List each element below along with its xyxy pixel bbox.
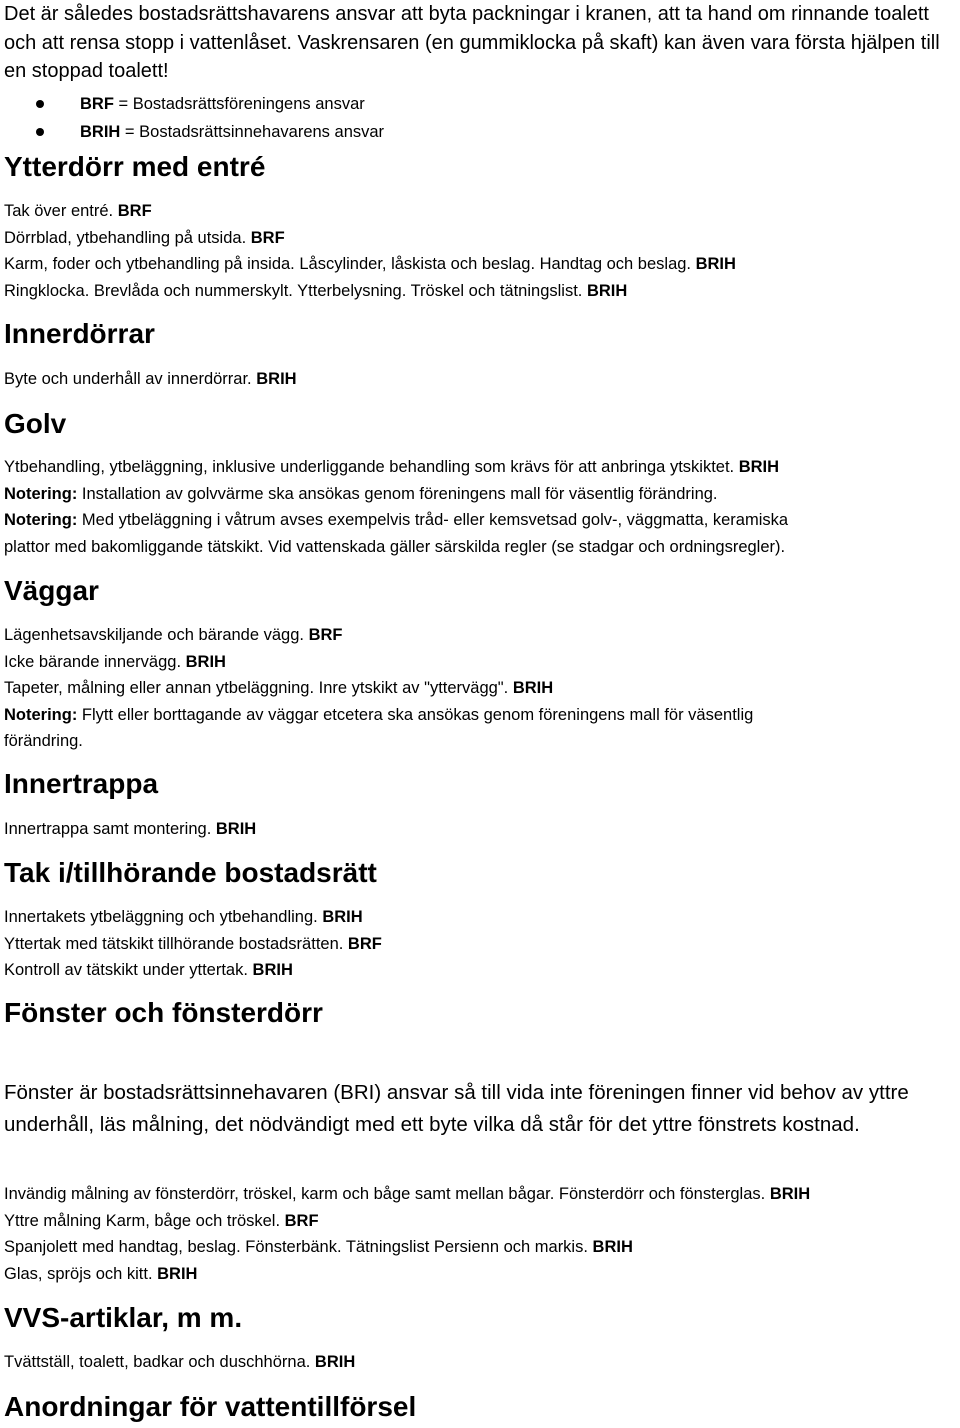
responsibility-tag: BRIH (738, 458, 780, 476)
document-page (4, 0, 958, 1422)
section-heading: Ytterdörr med entré (4, 151, 266, 182)
text-line: Tvättställ, toalett, badkar och duschhörna. BRIH (4, 1353, 356, 1371)
legend-list (4, 90, 384, 146)
vvs-lines (4, 1349, 355, 1376)
text-line: Ytbehandling, ytbeläggning, inklusive underliggande behandling som krävs för att anbringa ytskiktet. BRIH (4, 458, 780, 476)
fonster-lines (4, 1181, 810, 1287)
text-line: Invändig målning av fönsterdörr, tröskel, karm och båge samt mellan bågar. Fönsterdörr och fönsterglas. BRIH (4, 1185, 811, 1203)
note-label: Notering: (4, 484, 78, 503)
section-heading: Väggar (4, 575, 99, 606)
responsibility-tag: BRIH (695, 255, 736, 273)
responsibility-tag: BRIH (157, 1264, 198, 1283)
responsibility-tag: BRIH (185, 652, 226, 671)
bullet-icon (36, 100, 44, 108)
note-line: Notering: Flytt eller borttagande av väggar etcetera ska ansökas genom föreningens mall för väsentlig (4, 705, 754, 724)
legend-item-brih (4, 118, 384, 146)
responsibility-tag: BRIH (215, 820, 257, 838)
text-line: Icke bärande innervägg. BRIH (4, 652, 226, 671)
section-fonster (4, 996, 323, 1030)
innerdorrar-lines (4, 366, 297, 393)
section-golv (4, 407, 66, 441)
innertrappa-lines (4, 816, 256, 843)
legend-tag: BRF (80, 95, 114, 113)
legend-text: = Bostadsrättsföreningens ansvar (113, 95, 365, 113)
responsibility-tag: BRF (347, 934, 382, 953)
responsibility-tag: BRIH (322, 908, 363, 926)
vaggar-lines (4, 622, 753, 755)
responsibility-tag: BRIH (592, 1238, 633, 1256)
section-heading: Innertrappa (4, 768, 159, 799)
legend-text: = Bostadsrättsinnehavarens ansvar (120, 123, 385, 141)
responsibility-tag: BRF (117, 202, 152, 220)
text-line: Innertakets ytbeläggning och ytbehandling. BRIH (4, 908, 363, 926)
note-label: Notering: (4, 705, 78, 724)
section-innerdorrar (4, 317, 155, 351)
legend-item-brf (4, 90, 384, 118)
section-ytterdorr (4, 150, 265, 184)
text-line: Kontroll av tätskikt under yttertak. BRIH (4, 961, 293, 979)
tak-lines (4, 904, 382, 984)
text-line: Ringklocka. Brevlåda och nummerskylt. Ytterbelysning. Tröskel och tätningslist. BRIH (4, 281, 628, 300)
text-line: Spanjolett med handtag, beslag. Fönsterbänk. Tätningslist Persienn och markis. BRIH (4, 1238, 633, 1256)
section-innertrappa (4, 767, 158, 801)
fonster-paragraph (4, 1077, 954, 1141)
note-label: Notering: (4, 511, 78, 529)
responsibility-tag: BRF (308, 626, 343, 644)
text-line: Yttre målning Karm, båge och tröskel. BRF (4, 1211, 319, 1230)
text-line: Karm, foder och ytbehandling på insida. Låscylinder, låskista och beslag. Handtag och beslag. BRIH (4, 255, 736, 273)
responsibility-tag: BRIH (512, 679, 554, 697)
note-line: Notering: Installation av golvvärme ska ansökas genom föreningens mall för väsentlig förändring. (4, 484, 718, 503)
text-line: Dörrblad, ytbehandling på utsida. BRF (4, 228, 285, 247)
intro-paragraph: Det är således bostadsrättshavarens ansvar att byta packningar i kranen, att ta hand om rinnande toalett och att rensa stopp i vattenlåset. Vaskrensaren (en gummiklocka på skaft) kan även vara första hjälpen till en stoppad toalett! (4, 3, 940, 82)
section-vvs (4, 1301, 242, 1335)
responsibility-tag: BRIH (769, 1185, 811, 1203)
note-line: Notering: Med ytbeläggning i våtrum avses exempelvis tråd- eller kemsvetsad golv-, väggmatta, keramiska (4, 511, 789, 529)
text-line: Tapeter, målning eller annan ytbeläggning. Inre ytskikt av "yttervägg". BRIH (4, 679, 554, 697)
golv-lines (4, 454, 788, 560)
text-line: plattor med bakomliggande tätskikt. Vid vattenskada gäller särskilda regler (se stadgar och ordningsregler). (4, 537, 786, 556)
text-line: Lägenhetsavskiljande och bärande vägg. BRF (4, 626, 343, 644)
responsibility-tag: BRIH (256, 370, 297, 388)
responsibility-tag: BRIH (586, 281, 628, 300)
section-heading: Anordningar för vattentillförsel (4, 1391, 417, 1422)
bullet-icon (36, 128, 44, 136)
responsibility-tag: BRIH (252, 961, 293, 979)
responsibility-tag: BRF (284, 1211, 319, 1230)
text-line: Byte och underhåll av innerdörrar. BRIH (4, 370, 297, 388)
section-vatten (4, 1390, 416, 1424)
text-line: Yttertak med tätskikt tillhörande bostadsrätten. BRF (4, 934, 382, 953)
section-heading: Golv (4, 408, 67, 439)
responsibility-tag: BRF (250, 228, 285, 247)
text-line: förändring. (4, 732, 83, 750)
text-line: Tak över entré. BRF (4, 202, 152, 220)
text-line: Glas, spröjs och kitt. BRIH (4, 1264, 198, 1283)
text-line: Innertrappa samt montering. BRIH (4, 820, 257, 838)
legend-tag: BRIH (80, 123, 121, 141)
ytterdorr-lines (4, 198, 736, 304)
section-vaggar (4, 574, 99, 608)
section-heading: Innerdörrar (4, 318, 155, 349)
body-paragraph: Fönster är bostadsrättsinnehavaren (BRI) ansvar så till vida inte föreningen finner vid behov av yttre underhåll, läs målning, det nödvändigt med ett byte vilka då står för det yttre fönstrets kostnad. (4, 1081, 909, 1136)
section-heading: Tak i/tillhörande bostadsrätt (4, 857, 377, 888)
section-heading: Fönster och fönsterdörr (4, 997, 323, 1028)
section-heading: VVS-artiklar, m m. (4, 1302, 243, 1333)
responsibility-tag: BRIH (314, 1353, 356, 1371)
section-tak (4, 856, 377, 890)
